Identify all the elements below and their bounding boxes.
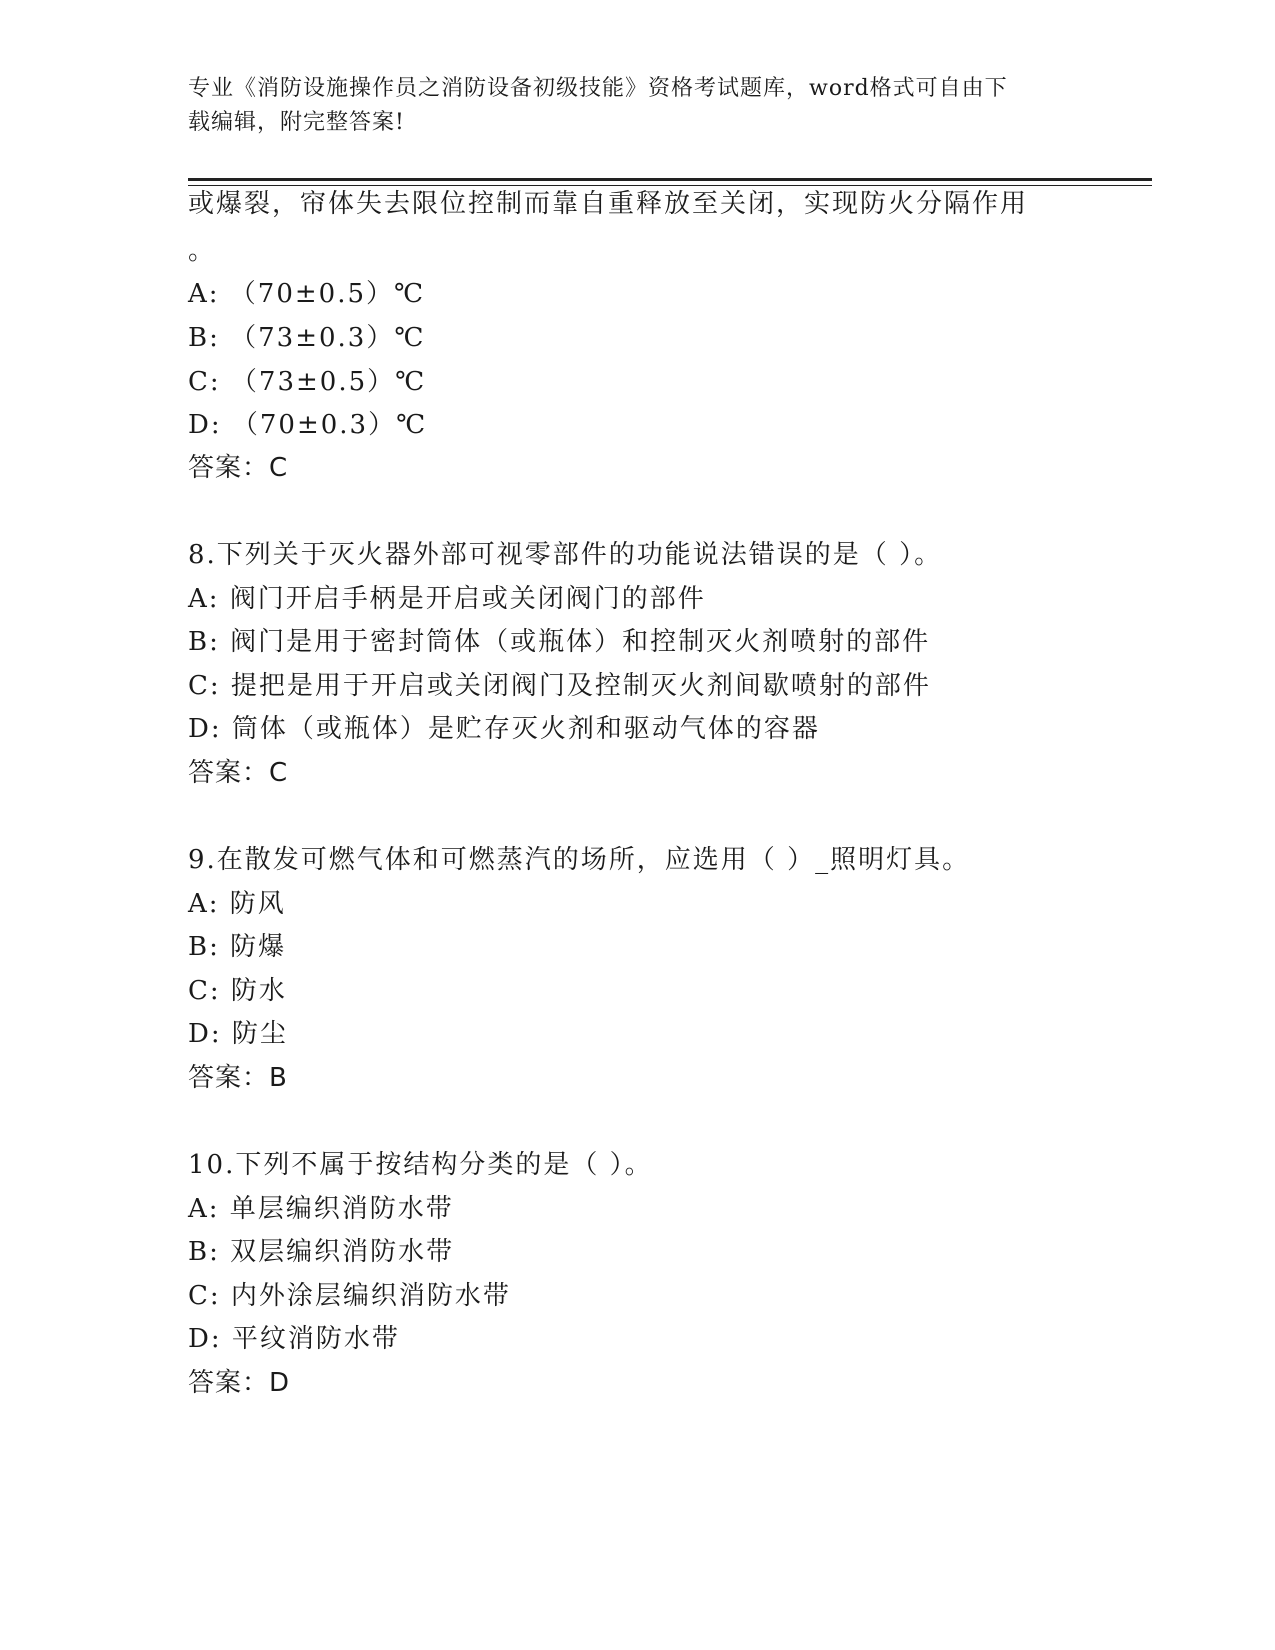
answer: 答案：C <box>188 453 289 483</box>
option-a: A: 防风 <box>188 889 286 919</box>
option-c: C: 提把是用于开启或关闭阀门及控制灭火剂间歇喷射的部件 <box>188 671 931 701</box>
header-divider-thick <box>188 178 1152 181</box>
option-b: B: 防爆 <box>188 932 287 962</box>
question-stem: 9.在散发可燃气体和可燃蒸汽的场所，应选用（ ）_照明灯具。 <box>188 845 971 875</box>
option-a: A: （70±0.5）℃ <box>188 279 426 309</box>
option-a: A: 阀门开启手柄是开启或关闭阀门的部件 <box>188 584 706 614</box>
answer: 答案：B <box>188 1063 288 1093</box>
question-stem: 8.下列关于灭火器外部可视零部件的功能说法错误的是（ ）。 <box>188 540 943 570</box>
option-c: C: 内外涂层编织消防水带 <box>188 1281 511 1311</box>
continuation-text-line-1: 或爆裂，帘体失去限位控制而靠自重释放至关闭，实现防火分隔作用 <box>188 189 1029 219</box>
option-b: B: （73±0.3）℃ <box>188 323 426 353</box>
option-d: D: 平纹消防水带 <box>188 1324 400 1354</box>
answer: 答案：C <box>188 758 289 788</box>
answer: 答案：D <box>188 1368 291 1398</box>
option-c: C: （73±0.5）℃ <box>188 367 427 397</box>
option-a: A: 单层编织消防水带 <box>188 1194 454 1224</box>
header-line-1: 专业《消防设施操作员之消防设备初级技能》资格考试题库，word格式可自由下 <box>188 76 1008 101</box>
document-header <box>188 72 1068 140</box>
option-c: C: 防水 <box>188 976 287 1006</box>
option-b: B: 双层编织消防水带 <box>188 1237 455 1267</box>
option-d: D: 防尘 <box>188 1019 288 1049</box>
option-d: D: 筒体（或瓶体）是贮存灭火剂和驱动气体的容器 <box>188 714 820 744</box>
option-d: D: （70±0.3）℃ <box>188 410 428 440</box>
continuation-text-line-2: 。 <box>188 236 217 266</box>
header-line-2: 载编辑，附完整答案! <box>188 110 405 135</box>
question-stem: 10.下列不属于按结构分类的是（ ）。 <box>188 1150 653 1180</box>
option-b: B: 阀门是用于密封筒体（或瓶体）和控制灭火剂喷射的部件 <box>188 627 931 657</box>
